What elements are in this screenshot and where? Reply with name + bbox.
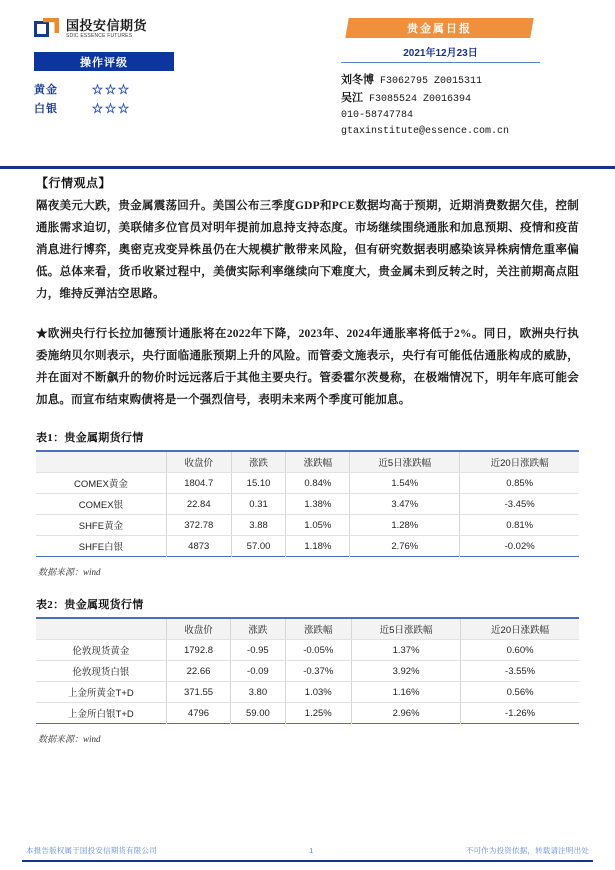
footer-page-number: 1: [309, 846, 314, 855]
rating-banner-label: 操作评级: [80, 56, 128, 69]
table2-r1-c4: 3.92%: [351, 661, 460, 682]
table1-r0-c4: 1.54%: [350, 473, 460, 494]
table1-r2-c0: SHFE黄金: [36, 515, 166, 536]
table2-col-0: [36, 618, 166, 640]
table1-r2-c5: 0.81%: [460, 515, 579, 536]
table-row: [36, 494, 579, 515]
table2-col-3: 涨跌幅: [285, 618, 351, 640]
footer-copyright: 本报告版权属于国投安信期货有限公司: [26, 846, 157, 855]
table2-r3-c0: 上金所白银T+D: [36, 703, 166, 724]
table2-r1-c3: -0.37%: [285, 661, 351, 682]
table1-r3-c1: 4873: [166, 536, 231, 557]
rating-label-silver: 白银: [34, 102, 58, 115]
table1-r1-c3: 1.38%: [286, 494, 350, 515]
table-block-futures: [22, 429, 593, 578]
page-header: [22, 0, 593, 150]
rating-label-gold: 黄金: [34, 83, 58, 96]
header-divider: [0, 166, 615, 169]
rating-stars-gold: ☆☆☆: [92, 83, 131, 96]
table1-r0-c0: COMEX黄金: [36, 473, 166, 494]
footer-disclaimer: 不可作为投资依据，转载请注明出处: [465, 846, 589, 855]
table2-r1-c5: -3.55%: [461, 661, 579, 682]
table2-r0-c0: 伦敦现货黄金: [36, 640, 166, 661]
rating-banner: [34, 52, 174, 71]
table2-r2-c1: 371.55: [166, 682, 230, 703]
paragraph-ecb-news: ★欧洲央行行长拉加德预计通胀将在2022年下降，2023年、2024年通胀率将低于2%。同日，欧洲央行执委施纳贝尔则表示，央行面临通胀预期上升的风险。而管委文施表示，央行有可能低估通胀构成的威胁，并在面对不断飙升的物价时远远落后于其他主要央行。管委霍尔茨曼称，在极端情况下，明年年底可能会加息。而宣布结束购债将是一个强烈信号，表明未来两个季度可能加息。: [36, 328, 579, 406]
table2-col-5: 近20日涨跌幅: [461, 618, 579, 640]
table1-col-1: 收盘价: [166, 451, 231, 473]
table1-col-3: 涨跌幅: [286, 451, 350, 473]
table1-r0-c3: 0.84%: [286, 473, 350, 494]
table-row: [36, 536, 579, 557]
table2-col-2: 涨跌: [231, 618, 285, 640]
table-futures-quotes: [36, 450, 579, 557]
table1-r2-c1: 372.78: [166, 515, 231, 536]
table1-r3-c3: 1.18%: [286, 536, 350, 557]
table1-r3-c2: 57.00: [231, 536, 286, 557]
table1-r1-c5: -3.45%: [460, 494, 579, 515]
table-spot-quotes: [36, 617, 579, 724]
table-block-spot: [22, 596, 593, 745]
table1-r3-c0: SHFE白银: [36, 536, 166, 557]
table2-col-1: 收盘价: [166, 618, 230, 640]
company-logo: [34, 16, 294, 42]
table2-r3-c1: 4796: [166, 703, 230, 724]
table1-r2-c3: 1.05%: [286, 515, 350, 536]
table2-col-4: 近5日涨跌幅: [351, 618, 460, 640]
table2-r3-c5: -1.26%: [461, 703, 579, 724]
table2-r0-c4: 1.37%: [351, 640, 460, 661]
footer-content: [22, 845, 593, 860]
analyst-2-codes: F3085524 Z0016394: [369, 94, 472, 105]
report-date: 2021年12月23日: [341, 44, 540, 63]
table1-caption: 表1：贵金属期货行情: [36, 432, 144, 444]
table2-r2-c0: 上金所黄金T+D: [36, 682, 166, 703]
contact-phone: 010-58747784: [341, 110, 414, 121]
contact-analyst-2: [341, 90, 593, 108]
logo-square-blue-icon: [34, 21, 49, 37]
table2-r1-c0: 伦敦现货白银: [36, 661, 166, 682]
rating-list: [34, 79, 294, 117]
table-row: [36, 515, 579, 536]
header-left: [22, 16, 294, 117]
table1-r3-c4: 2.76%: [350, 536, 460, 557]
logo-text: [66, 19, 147, 39]
table1-r2-c4: 1.28%: [350, 515, 460, 536]
table2-r3-c3: 1.25%: [285, 703, 351, 724]
table2-r1-c1: 22.66: [166, 661, 230, 682]
table2-source: 数据来源：wind: [38, 734, 101, 744]
footer-divider: [22, 860, 593, 862]
report-type-banner: [345, 18, 534, 38]
table1-col-4: 近5日涨跌幅: [350, 451, 460, 473]
table1-r1-c4: 3.47%: [350, 494, 460, 515]
logo-mark-icon: [34, 18, 60, 40]
table2-r0-c2: -0.95: [231, 640, 285, 661]
analyst-1-name: 刘冬博: [341, 74, 374, 86]
table2-r0-c5: 0.60%: [461, 640, 579, 661]
table-row: [36, 661, 579, 682]
page-footer: [22, 845, 593, 862]
rating-row-gold: [34, 79, 294, 98]
logo-name-cn: 国投安信期货: [66, 18, 148, 33]
analyst-1-codes: F3062795 Z0015311: [380, 76, 483, 87]
table1-r1-c0: COMEX银: [36, 494, 166, 515]
table2-r1-c2: -0.09: [231, 661, 285, 682]
table1-r3-c5: -0.02%: [460, 536, 579, 557]
table-row: [36, 682, 579, 703]
table1-source: 数据来源：wind: [38, 567, 101, 577]
table1-r1-c2: 0.31: [231, 494, 286, 515]
paragraph-market-view: 隔夜美元大跌，贵金属震荡回升。美国公布三季度GDP和PCE数据均高于预期，近期消费数据欠佳，控制通胀需求迫切，美联储多位官员对明年提前加息持支持态度。市场继续围绕通胀和加息预期、疫情和疫苗消息进行博弈，奥密克戎变异株虽仍在大规模扩散带来风险，但有研究数据表明感染该异株病情危重率偏低。总体来看，货币收紧过程中，美债实际利率继续向下难度大，贵金属未到反转之时，关注前期高点阻力，维持反弹沽空思路。: [36, 200, 579, 300]
table2-r0-c3: -0.05%: [285, 640, 351, 661]
rating-row-silver: [34, 98, 294, 117]
table2-r2-c5: 0.56%: [461, 682, 579, 703]
table2-r2-c3: 1.03%: [285, 682, 351, 703]
table1-col-2: 涨跌: [231, 451, 286, 473]
table1-header-row: [36, 451, 579, 473]
logo-name-en: SDIC ESSENCE FUTURES: [66, 33, 133, 39]
table-row: [36, 473, 579, 494]
table1-r0-c2: 15.10: [231, 473, 286, 494]
analyst-2-name: 吴江: [341, 92, 363, 104]
table-row: [36, 703, 579, 724]
section-title-market-view: 【行情观点】: [36, 176, 112, 190]
table1-r1-c1: 22.84: [166, 494, 231, 515]
table2-r2-c2: 3.80: [231, 682, 285, 703]
header-right: [333, 16, 593, 140]
table2-r0-c1: 1792.8: [166, 640, 230, 661]
table2-header-row: [36, 618, 579, 640]
table1-r2-c2: 3.88: [231, 515, 286, 536]
article-body: [22, 174, 593, 411]
table1-col-0: [36, 451, 166, 473]
contact-email[interactable]: gtaxinstitute@essence.com.cn: [341, 126, 510, 137]
table-row: [36, 640, 579, 661]
table2-r2-c4: 1.16%: [351, 682, 460, 703]
table2-caption: 表2：贵金属现货行情: [36, 599, 144, 611]
table1-r0-c1: 1804.7: [166, 473, 231, 494]
table1-col-5: 近20日涨跌幅: [460, 451, 579, 473]
contact-analyst-1: [341, 72, 593, 90]
table2-r3-c4: 2.96%: [351, 703, 460, 724]
report-type-label: 贵金属日报: [407, 23, 472, 35]
contact-block: [341, 72, 593, 140]
rating-stars-silver: ☆☆☆: [92, 102, 131, 115]
table1-r0-c5: 0.85%: [460, 473, 579, 494]
table2-r3-c2: 59.00: [231, 703, 285, 724]
